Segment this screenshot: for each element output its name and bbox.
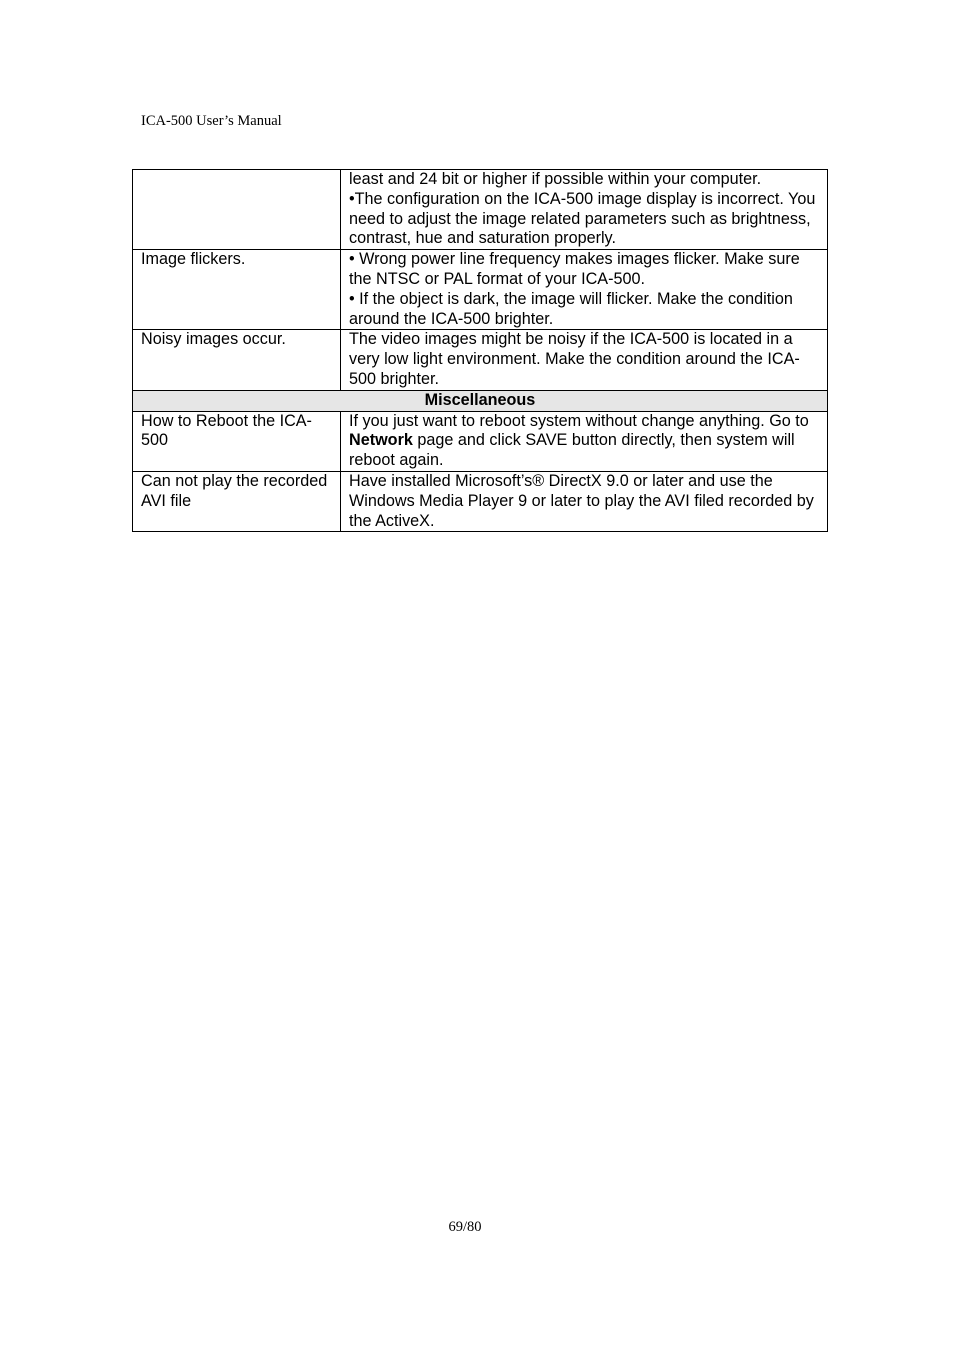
solution-text: • If the object is dark, the image will flicker. Make the condition around the ICA-500 brighter. xyxy=(349,289,793,328)
solution-cell xyxy=(341,170,828,250)
problem-cell: Noisy images occur. xyxy=(133,330,341,390)
page-number: 69/80 xyxy=(448,1219,482,1235)
solution-text: •The configuration on the ICA-500 image display is incorrect. You need to adjust the image related parameters such as brightness, contrast, hue and saturation properly. xyxy=(349,189,816,248)
solution-cell xyxy=(341,471,828,531)
problem-cell: Can not play the recorded AVI file xyxy=(133,471,341,531)
solution-cell xyxy=(341,330,828,390)
network-page-reference: Network xyxy=(349,431,413,450)
solution-text: The video images might be noisy if the ICA-500 is located in a very low light environment. Make the condition around the ICA-500 brighter. xyxy=(349,330,800,388)
table-row xyxy=(133,471,828,531)
table-row xyxy=(133,170,828,250)
solution-text xyxy=(349,412,821,471)
solution-text: • Wrong power line frequency makes images flicker. Make sure the NTSC or PAL format of your ICA-500. xyxy=(349,250,800,288)
solution-text-part: page and click SAVE button directly, then system will reboot again. xyxy=(349,431,795,470)
table-row xyxy=(133,330,828,390)
problem-cell xyxy=(133,170,341,250)
solution-text: Have installed Microsoft’s® DirectX 9.0 or later and use the Windows Media Player 9 or later to play the AVI filed recorded by the ActiveX. xyxy=(349,471,814,530)
solution-text: least and 24 bit or higher if possible within your computer. xyxy=(349,170,762,188)
table-row xyxy=(133,250,828,330)
table-row xyxy=(133,411,828,471)
solution-text-part: If you just want to reboot system without change anything. Go to xyxy=(349,411,809,430)
section-row xyxy=(133,390,828,411)
solution-cell xyxy=(341,411,828,471)
section-heading: Miscellaneous xyxy=(133,390,828,411)
troubleshooting-table xyxy=(132,169,828,532)
running-header: ICA-500 User’s Manual xyxy=(141,113,282,129)
solution-cell xyxy=(341,250,828,330)
problem-cell: Image flickers. xyxy=(133,250,341,330)
problem-cell: How to Reboot the ICA-500 xyxy=(133,411,341,471)
